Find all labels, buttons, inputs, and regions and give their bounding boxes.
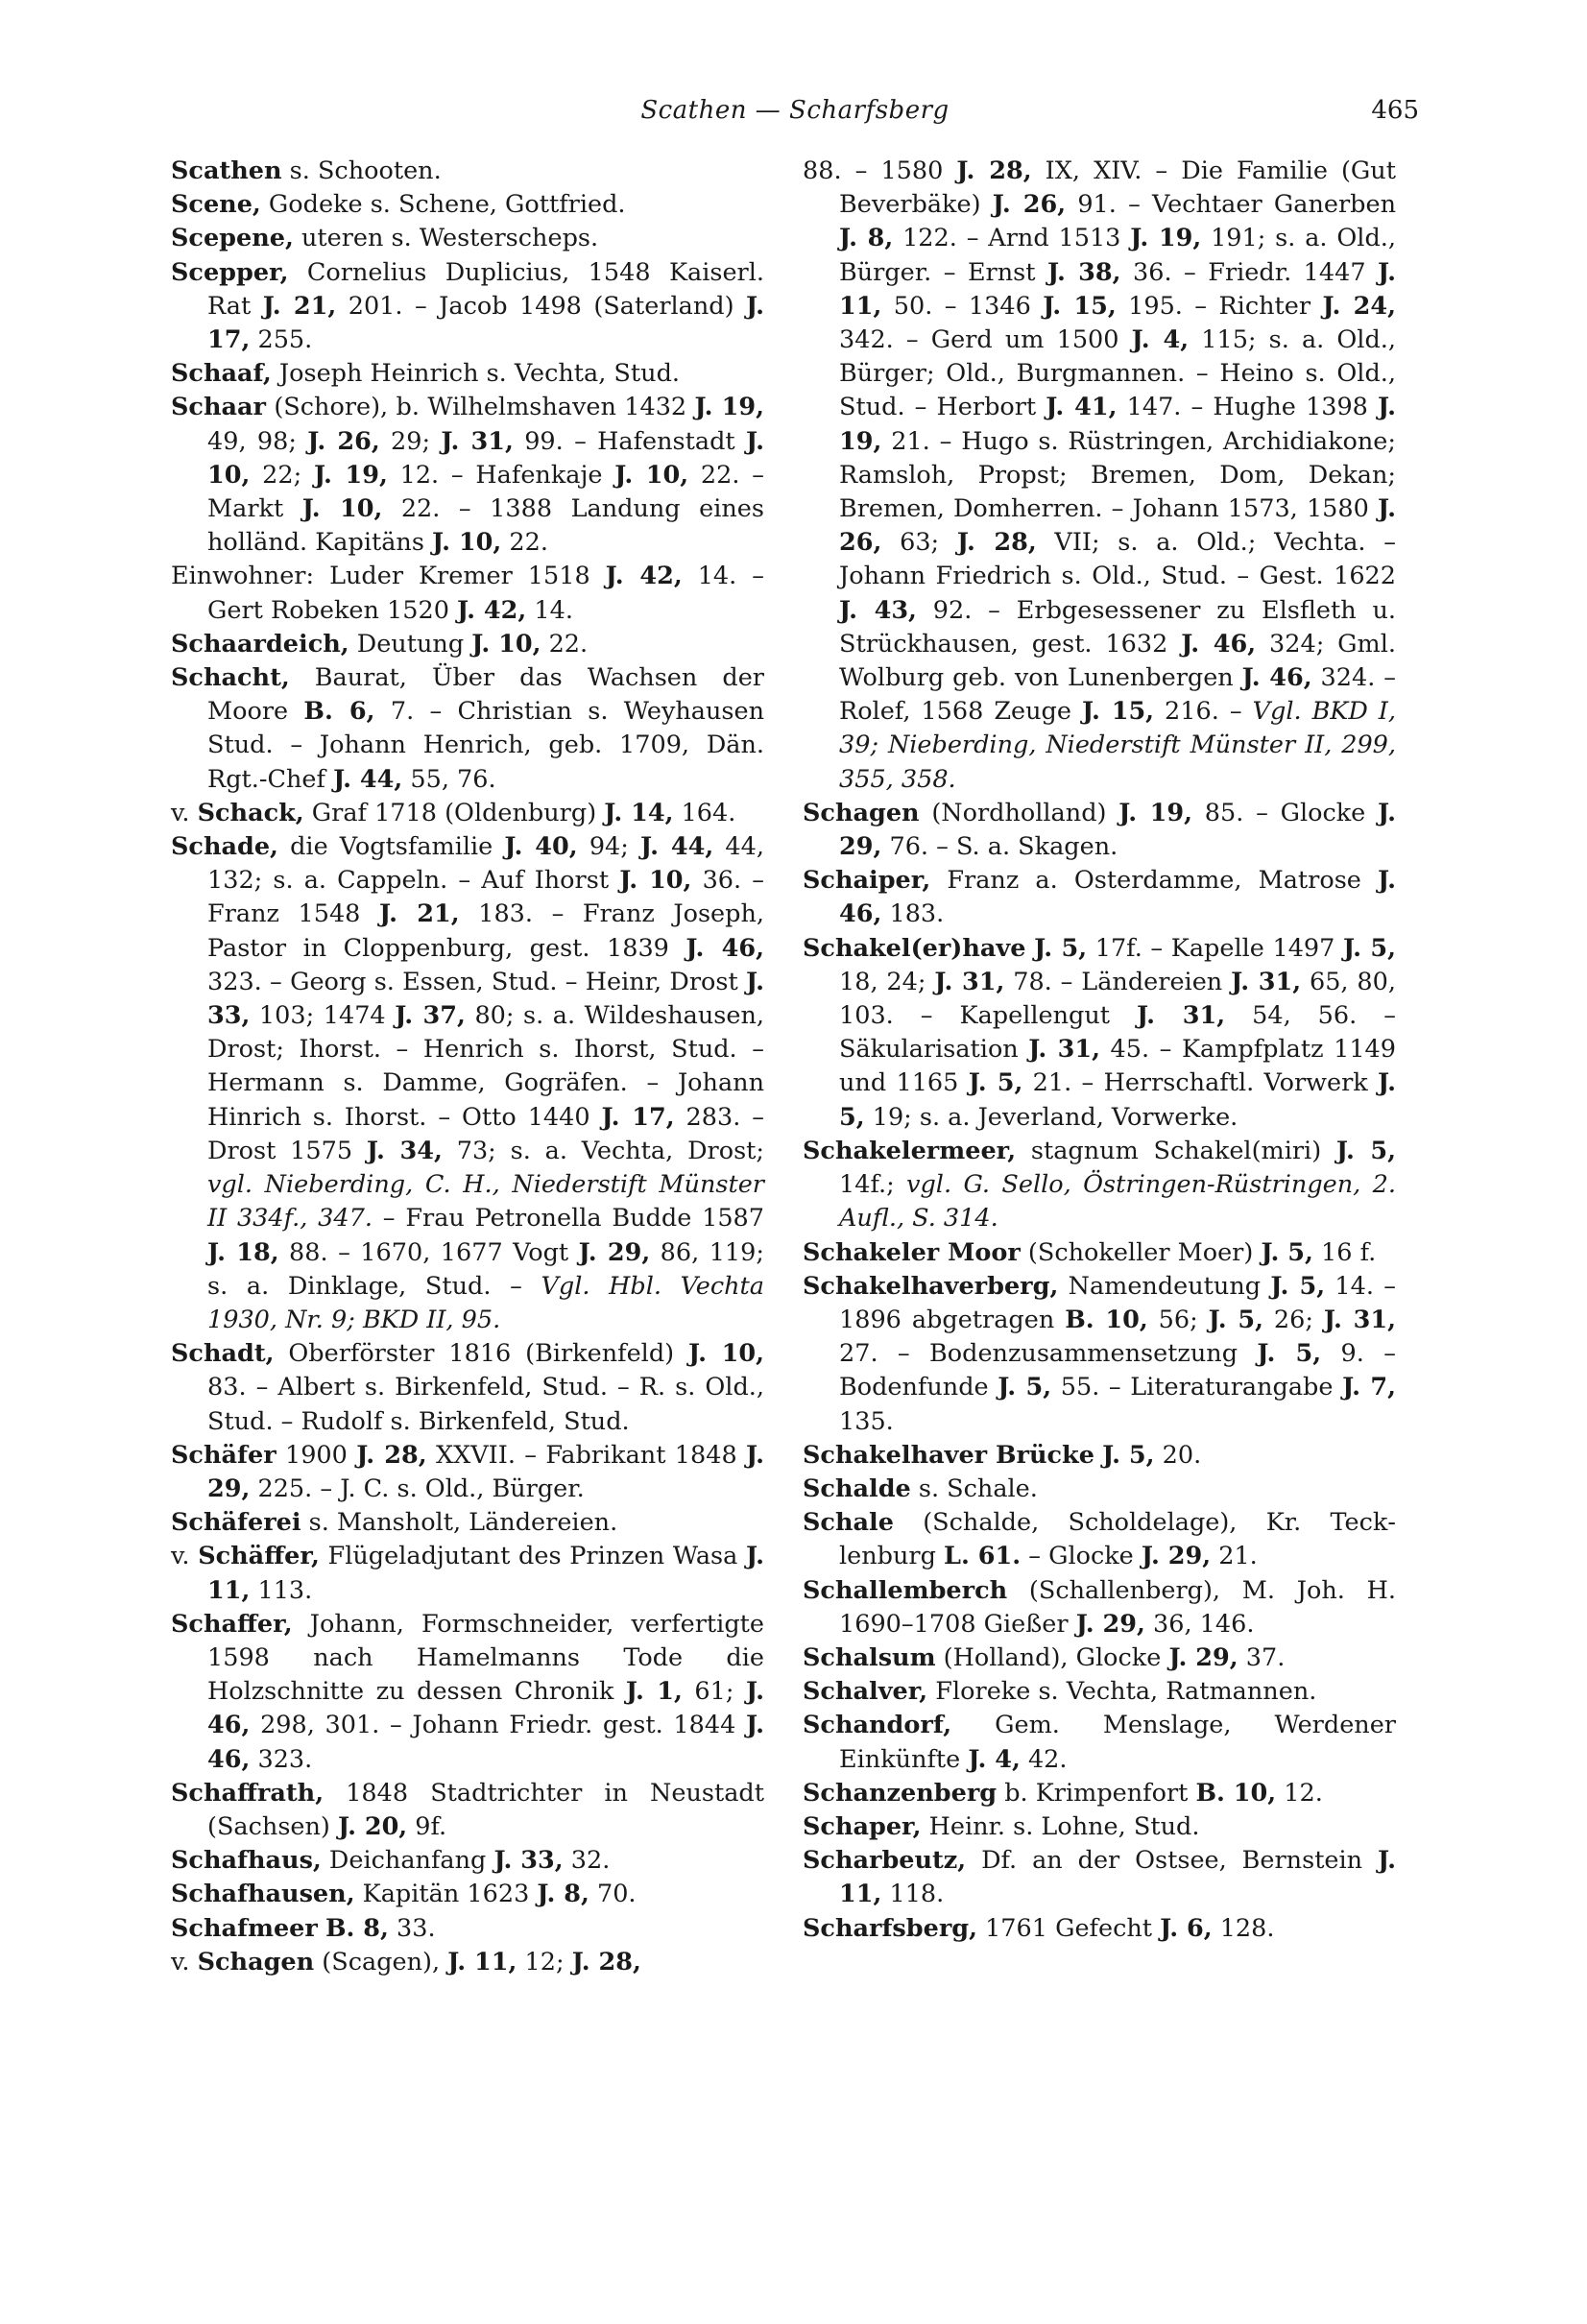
volume-reference: J. 11,: [447, 1947, 517, 1977]
entry-headword: Schafhausen,: [171, 1880, 355, 1909]
entry-text: Godeke s. Schene, Gottfried.: [260, 190, 626, 220]
entry-headword: Schakelhaver Brücke: [803, 1440, 1094, 1470]
index-entry-continuation: [803, 155, 1396, 797]
volume-reference: J. 31,: [1231, 967, 1302, 996]
volume-reference: B. 8,: [325, 1913, 389, 1943]
entry-text: 55, 76.: [402, 764, 496, 794]
entry-headword: Schacht,: [171, 663, 290, 693]
entry-text: 37.: [1238, 1642, 1286, 1672]
entry-text: (Scagen),: [314, 1947, 448, 1977]
index-entry: [171, 1946, 764, 1979]
entry-text: 115; s. a. Old., Bürger; Old., Burgmannen. – Heino s. Old., Stud. – Herbort: [839, 325, 1396, 422]
volume-reference: J. 46,: [1181, 629, 1257, 659]
entry-text: 9f.: [407, 1811, 447, 1841]
entry-text: 36, 146.: [1144, 1609, 1255, 1639]
volume-reference: J. 31,: [1323, 1305, 1396, 1334]
entry-text: 255.: [250, 325, 313, 355]
index-entry: [803, 864, 1396, 931]
entry-headword: Schafmeer: [171, 1913, 318, 1943]
volume-reference: J. 44,: [640, 832, 714, 862]
volume-reference: J. 10,: [614, 460, 689, 490]
volume-reference: J. 5,: [1261, 1237, 1313, 1267]
index-entry: [803, 1810, 1396, 1844]
volume-reference: J. 11,: [839, 1846, 1396, 1909]
volume-reference: J. 29,: [1141, 1542, 1212, 1571]
entry-headword: Schagen: [803, 798, 920, 827]
entry-text: 56;: [1147, 1305, 1209, 1334]
running-title: Scathen — Scharfsberg: [640, 96, 950, 125]
volume-reference: J. 42,: [457, 595, 527, 625]
volume-reference: J. 18,: [207, 1237, 279, 1267]
volume-reference: J. 6,: [1160, 1913, 1213, 1943]
index-entry: [803, 1709, 1396, 1776]
entry-text: 80; s. a. Wildeshausen, Drost; Ihorst. – Henrich s. Ihorst, Stud. – Hermann s. Damme, Gogräfen. – Johann Hinrich s. Ihorst. – Otto 1440: [207, 1001, 764, 1132]
entry-text: 113.: [250, 1575, 313, 1605]
volume-reference: J. 10,: [301, 494, 383, 524]
volume-reference: J. 29,: [578, 1237, 651, 1267]
entry-text: Baurat, Über das Wachsen der Moore: [207, 663, 764, 727]
index-entry: [803, 1473, 1396, 1506]
literature-reference: Vgl. BKD I, 39; Nieberding, Niederstift Münster II, 299, 355, 358.: [839, 697, 1396, 794]
volume-reference: J. 19,: [1130, 224, 1202, 253]
volume-reference: J. 33,: [207, 967, 764, 1031]
entry-text: 36. – Friedr. 1447: [1120, 257, 1379, 287]
entry-text: 17f. – Kapelle 1497: [1087, 933, 1344, 963]
entry-headword: Schalver,: [803, 1677, 928, 1707]
index-entry: [171, 1337, 764, 1439]
volume-reference: J. 31,: [934, 967, 1005, 996]
entry-text: 201. – Jacob 1498 (Saterland): [336, 291, 747, 321]
volume-reference: J. 46,: [1241, 663, 1312, 693]
index-entry: [803, 1439, 1396, 1473]
entry-text: IX, XIV. – Die Familie (Gut Beverbäke): [839, 156, 1396, 220]
entry-text: Oberförster 1816 (Birkenfeld): [274, 1339, 688, 1369]
volume-reference: J. 14,: [604, 798, 674, 827]
entry-text: 323. – Georg s. Essen, Stud. – Heinr, Drost: [207, 967, 747, 996]
literature-reference: vgl. G. Sello, Östringen-Rüstringen, 2. Aufl., S. 314.: [839, 1170, 1396, 1234]
index-entry: [803, 932, 1396, 1135]
literature-reference: vgl. Nieberding, C. H., Niederstift Münster II 334f., 347.: [207, 1170, 764, 1234]
volume-reference: J. 5,: [1102, 1440, 1155, 1470]
entry-text: 22.: [501, 528, 548, 558]
volume-reference: J. 46,: [207, 1677, 764, 1740]
entry-text: 12. – Hafenkaje: [387, 460, 615, 490]
volume-reference: J. 29,: [1168, 1642, 1238, 1672]
entry-text: stagnum Schakel(miri): [1016, 1136, 1336, 1165]
entry-text: 61;: [682, 1677, 747, 1707]
entry-text: 83. – Albert s. Birkenfeld, Stud. – R. s. Old., Stud. – Rudolf s. Birkenfeld, Stud.: [207, 1373, 764, 1436]
entry-text: 94;: [577, 832, 641, 862]
entry-headword: Schäffer,: [198, 1542, 320, 1571]
index-entry: [171, 222, 764, 255]
entry-text: v.: [171, 1542, 199, 1571]
entry-text: 70.: [589, 1880, 637, 1909]
index-entry: [171, 1912, 764, 1946]
entry-text: (Nordholland): [919, 798, 1119, 827]
entry-headword: Scharfsberg,: [803, 1913, 977, 1943]
volume-reference: J. 10,: [207, 426, 764, 490]
entry-headword: Schaper,: [803, 1811, 922, 1841]
index-entry: [803, 1574, 1396, 1641]
entry-text: VII; s. a. Old.; Vechta. – Johann Friedrich s. Old., Stud. – Gest. 1622: [839, 528, 1396, 591]
entry-text: Franz a. Osterdamme, Matrose: [930, 866, 1379, 896]
entry-text: b. Krimpenfort: [997, 1778, 1196, 1808]
entry-text: [318, 1914, 325, 1943]
entry-text: 183. – Franz Joseph, Pastor in Cloppenburg, gest. 1839: [207, 899, 764, 963]
entry-headword: Scharbeutz,: [803, 1846, 967, 1876]
entry-text: 78. – Ländereien: [1004, 967, 1232, 996]
entry-text: 21. – Hugo s. Rüstringen, Archidiakone; Ramsloh, Propst; Bremen, Dom, Dekan; Bremen, Domherren. – Johann 1573, 1580: [839, 426, 1396, 524]
entry-text: Einwohner: Luder Kremer 1518: [171, 562, 606, 591]
volume-reference: B. 10,: [1195, 1778, 1277, 1808]
entry-headword: Schaaf,: [171, 359, 272, 389]
entry-text: (Schallenberg), M. Joh. H. 1690–1708 Gießer: [839, 1575, 1396, 1639]
entry-text: 63;: [881, 528, 957, 558]
index-entry: [803, 1641, 1396, 1675]
index-entry: [171, 1608, 764, 1777]
entry-text: Heinr. s. Lohne, Stud.: [921, 1811, 1200, 1841]
volume-reference: J. 4,: [968, 1744, 1021, 1774]
volume-reference: J. 42,: [605, 562, 683, 591]
volume-reference: J. 11,: [207, 1542, 764, 1605]
entry-headword: Schaffrath,: [171, 1778, 325, 1808]
entry-headword: Scene,: [171, 190, 261, 220]
volume-reference: J. 1,: [625, 1677, 683, 1707]
entry-text: 45. – Kampfplatz 1149 und 1165: [839, 1035, 1396, 1098]
volume-reference: L. 61.: [944, 1542, 1022, 1571]
volume-reference: J. 11,: [839, 257, 1396, 321]
index-entry: [171, 830, 764, 1337]
entry-text: 99. – Hafenstadt: [513, 426, 746, 456]
entry-headword: Schäfer: [171, 1440, 277, 1470]
entry-text: 191; s. a. Old., Bürger. – Ernst: [839, 224, 1396, 287]
entry-text: 18, 24;: [839, 967, 935, 996]
entry-text: Graf 1718 (Oldenburg): [303, 798, 605, 827]
entry-text: Gem. Menslage, Werdener Einkünfte: [839, 1711, 1396, 1774]
entry-headword: Schakelhaverberg,: [803, 1271, 1059, 1301]
volume-reference: J. 4,: [1131, 325, 1190, 355]
volume-reference: J. 31,: [1137, 1001, 1226, 1031]
entry-headword: Schallemberch: [803, 1575, 1008, 1605]
entry-text: 20.: [1154, 1440, 1202, 1470]
entry-text: 183.: [881, 899, 945, 929]
volume-reference: J. 19,: [1118, 798, 1193, 827]
entry-text: uteren s. Westerscheps.: [293, 224, 599, 253]
volume-reference: J. 19,: [313, 460, 388, 490]
entry-text: 122. – Arnd 1513: [893, 224, 1131, 253]
entry-text: Joseph Heinrich s. Vechta, Stud.: [271, 359, 680, 389]
entry-text: 14. – Gert Robeken 1520: [207, 562, 764, 625]
entry-text: 92. – Erbgesessener zu Elsfleth u. Strückhausen, gest. 1632: [839, 595, 1396, 659]
volume-reference: J. 5,: [968, 1068, 1023, 1098]
literature-reference: Vgl. Hbl. Vechta 1930, Nr. 9; BKD II, 95.: [207, 1271, 764, 1334]
entry-text: 54, 56. – Säkularisation: [839, 1001, 1396, 1065]
right-column: [803, 155, 1396, 1946]
volume-reference: J. 5,: [839, 1068, 1396, 1132]
entry-text: Kapitän 1623: [354, 1880, 538, 1909]
entry-text: 26;: [1262, 1305, 1324, 1334]
volume-reference: J. 10,: [432, 528, 502, 558]
entry-text: 33.: [388, 1913, 436, 1943]
entry-text: 16 f.: [1312, 1237, 1377, 1267]
index-entry: [171, 1878, 764, 1911]
volume-reference: J. 28,: [956, 156, 1032, 185]
entry-headword: Schalsum: [803, 1642, 936, 1672]
volume-reference: J. 46,: [685, 933, 764, 963]
volume-reference: J. 19,: [839, 393, 1396, 456]
entry-text: [1094, 1441, 1102, 1470]
index-entry: [171, 560, 764, 627]
entry-headword: Scepper,: [171, 257, 289, 287]
volume-reference: J. 38,: [1046, 257, 1121, 287]
entry-headword: Schade,: [171, 832, 278, 862]
volume-reference: J. 28,: [956, 528, 1037, 558]
entry-headword: Schagen: [197, 1947, 315, 1977]
index-entry: [171, 661, 764, 797]
index-entry: [803, 1135, 1396, 1236]
entry-text: 225. – J. C. s. Old., Bürger.: [250, 1473, 585, 1503]
volume-reference: J. 26,: [992, 190, 1067, 220]
entry-text: (Schokeller Moer): [1020, 1237, 1262, 1267]
entry-text: 44, 132; s. a. Cappeln. – Auf Ihorst: [207, 832, 764, 896]
entry-text: 22;: [250, 460, 314, 490]
volume-reference: J. 26,: [839, 494, 1396, 558]
entry-text: (Schalde, Scholdelage), Kr. Tecklenburg: [839, 1508, 1396, 1571]
entry-text: 324; Gml. Wolburg geb. von Lunenbergen: [839, 629, 1396, 693]
index-entry: [803, 1506, 1396, 1573]
entry-headword: Schakel(er)have: [803, 933, 1026, 963]
volume-reference: J. 46,: [207, 1711, 764, 1774]
entry-headword: Schaar: [171, 393, 266, 422]
volume-reference: J. 15,: [1043, 291, 1117, 321]
volume-reference: J. 5,: [1257, 1339, 1322, 1369]
index-entry: [803, 1236, 1396, 1270]
entry-text: 22. – 1388 Landung eines holländ. Kapitäns: [207, 494, 764, 558]
entry-text: 29;: [379, 426, 442, 456]
entry-text: 21.: [1211, 1542, 1258, 1571]
entry-text: Df. an der Ostsee, Bernstein: [966, 1846, 1379, 1876]
entry-text: 73; s. a. Vechta, Drost;: [442, 1136, 764, 1165]
entry-text: 12.: [1276, 1778, 1323, 1808]
entry-text: XXVII. – Fabrikant 1848: [426, 1440, 747, 1470]
volume-reference: J. 34,: [366, 1136, 443, 1165]
entry-headword: Schaffer,: [171, 1609, 293, 1639]
volume-reference: J. 5,: [1343, 933, 1396, 963]
entry-text: 324. – Rolef, 1568 Zeuge: [839, 663, 1396, 727]
entry-headword: Schale: [803, 1508, 894, 1538]
entry-text: Floreke s. Vechta, Ratmannen.: [927, 1677, 1317, 1707]
index-entry: [171, 1506, 764, 1540]
entry-text: 50. – 1346: [881, 291, 1044, 321]
volume-reference: J. 10,: [471, 629, 541, 659]
index-entry: [171, 256, 764, 358]
entry-text: 323.: [250, 1744, 313, 1774]
index-entry: [171, 797, 764, 830]
entry-text: 14. – 1896 abgetragen: [839, 1271, 1396, 1334]
entry-text: v.: [171, 1947, 198, 1977]
volume-reference: J. 28,: [571, 1947, 641, 1977]
entry-text: 85. – Glocke: [1192, 798, 1379, 827]
volume-reference: J. 29,: [839, 798, 1396, 862]
volume-reference: J. 37,: [395, 1001, 466, 1031]
index-entry: [171, 357, 764, 391]
volume-reference: J. 21,: [262, 291, 337, 321]
entry-text: Namendeutung: [1058, 1271, 1271, 1301]
entry-text: 88. – 1580: [803, 156, 957, 185]
volume-reference: J. 17,: [207, 291, 764, 355]
entry-text: Cornelius Duplicius, 1548 Kaiserl. Rat: [207, 257, 764, 321]
entry-text: 298, 301. – Johann Friedr. gest. 1844: [250, 1711, 747, 1740]
volume-reference: J. 17,: [601, 1102, 675, 1132]
volume-reference: J. 29,: [1075, 1609, 1145, 1639]
entry-text: 128.: [1212, 1913, 1275, 1943]
volume-reference: J. 29,: [207, 1440, 764, 1503]
entry-text: – Glocke: [1021, 1542, 1142, 1571]
volume-reference: J. 10,: [619, 866, 692, 896]
entry-text: 342. – Gerd um 1500: [839, 325, 1132, 355]
entry-text: 22. – Markt: [207, 460, 764, 524]
entry-text: 164.: [673, 798, 736, 827]
left-column: [171, 155, 764, 1979]
entry-text: 283. – Drost 1575: [207, 1102, 764, 1165]
entry-headword: Scathen: [171, 156, 282, 185]
entry-text: 91. – Vechtaer Ganerben: [1066, 190, 1396, 220]
volume-reference: J. 46,: [839, 866, 1396, 929]
volume-reference: J. 20,: [337, 1811, 408, 1841]
index-entry: [171, 1439, 764, 1506]
volume-reference: J. 5,: [1208, 1305, 1263, 1334]
entry-text: 19; s. a. Jeverland, Vorwerke.: [864, 1102, 1238, 1132]
volume-reference: J. 5,: [998, 1373, 1052, 1402]
entry-text: 14f.;: [839, 1170, 907, 1200]
entry-text: 118.: [881, 1880, 945, 1909]
entry-headword: Schäferei: [171, 1508, 301, 1538]
volume-reference: J. 40,: [504, 832, 578, 862]
index-entry: [171, 155, 764, 188]
volume-reference: J. 5,: [1335, 1136, 1397, 1165]
entry-text: v.: [171, 798, 198, 827]
index-entry: [171, 1844, 764, 1878]
entry-headword: Schafhaus,: [171, 1846, 322, 1876]
entry-text: 42.: [1020, 1744, 1068, 1774]
volume-reference: J. 43,: [839, 595, 917, 625]
entry-text: 36. – Franz 1548: [207, 866, 764, 929]
entry-text: Johann, Formschneider, verfertigte 1598 nach Hamelmanns Tode die Holzschnitte zu dessen Chronik: [207, 1609, 764, 1707]
index-entry: [171, 188, 764, 222]
entry-headword: Scepene,: [171, 224, 294, 253]
entry-text: 76. – S. a. Skagen.: [881, 832, 1118, 862]
entry-text: (Schore), b. Wilhelmshaven 1432: [265, 393, 695, 422]
volume-reference: J. 19,: [694, 393, 764, 422]
entry-text: 14.: [526, 595, 573, 625]
volume-reference: J. 31,: [1028, 1035, 1100, 1065]
volume-reference: J. 15,: [1081, 697, 1155, 727]
entry-text: – Frau Petronella Budde 1587: [372, 1204, 764, 1234]
volume-reference: J. 8,: [537, 1880, 589, 1909]
entry-headword: Schaardeich,: [171, 629, 349, 659]
volume-reference: J. 5,: [1270, 1271, 1326, 1301]
entry-headword: Schalde: [803, 1473, 911, 1503]
volume-reference: J. 8,: [839, 224, 894, 253]
entry-headword: Schandorf,: [803, 1711, 952, 1740]
entry-text: 103; 1474: [250, 1001, 396, 1031]
entry-text: 147. – Hughe 1398: [1117, 393, 1379, 422]
entry-text: [1025, 934, 1034, 963]
entry-text: 32.: [563, 1846, 611, 1876]
entry-headword: Schakelermeer,: [803, 1136, 1017, 1165]
index-entry: [803, 1912, 1396, 1946]
index-entry: [803, 1777, 1396, 1810]
volume-reference: J. 10,: [688, 1339, 764, 1369]
entry-text: s. Mansholt, Ländereien.: [301, 1508, 618, 1538]
entry-headword: Schadt,: [171, 1339, 275, 1369]
entry-text: 216. –: [1154, 697, 1253, 727]
entry-text: Deutung: [349, 629, 472, 659]
entry-text: 7. – Christian s. Weyhausen Stud. – Johann Henrich, geb. 1709, Dän. Rgt.-Chef: [207, 697, 764, 794]
entry-text: Deichanfang: [321, 1846, 494, 1876]
index-entry: [171, 1540, 764, 1607]
entry-text: (Holland), Glocke: [935, 1642, 1169, 1672]
volume-reference: J. 31,: [441, 426, 514, 456]
entry-headword: Schaiper,: [803, 866, 931, 896]
volume-reference: J. 26,: [307, 426, 380, 456]
volume-reference: J. 24,: [1322, 291, 1396, 321]
volume-reference: B. 6,: [303, 697, 375, 727]
entry-text: 1848 Stadtrichter in Neustadt (Sachsen): [207, 1778, 764, 1841]
entry-text: s. Schale.: [910, 1473, 1038, 1503]
volume-reference: B. 10,: [1065, 1305, 1148, 1334]
volume-reference: J. 28,: [356, 1440, 427, 1470]
index-entry: [803, 1270, 1396, 1439]
running-head: [171, 96, 1419, 134]
volume-reference: J. 44,: [333, 764, 403, 794]
volume-reference: J. 21,: [378, 899, 460, 929]
index-entry: [171, 628, 764, 661]
entry-text: 21. – Herrschaftl. Vorwerk: [1022, 1068, 1379, 1098]
entry-text: die Vogtsfamilie: [277, 832, 505, 862]
entry-text: 1900: [276, 1440, 357, 1470]
entry-text: 195. – Richter: [1116, 291, 1323, 321]
volume-reference: J. 33,: [493, 1846, 564, 1876]
entry-text: Flügeladjutant des Prinzen Wasa: [319, 1542, 747, 1571]
entry-headword: Schakeler Moor: [803, 1237, 1021, 1267]
entry-headword: Schanzenberg: [803, 1778, 998, 1808]
entry-headword: Schack,: [197, 798, 304, 827]
entry-text: s. Schooten.: [281, 156, 442, 185]
entry-text: 88. – 1670, 1677 Vogt: [278, 1237, 579, 1267]
index-entry: [803, 1844, 1396, 1911]
index-entry: [171, 391, 764, 560]
entry-text: 49, 98;: [207, 426, 308, 456]
entry-text: 22.: [541, 629, 589, 659]
volume-reference: J. 7,: [1342, 1373, 1397, 1402]
entry-text: 135.: [839, 1406, 894, 1436]
volume-reference: J. 5,: [1034, 933, 1088, 963]
entry-text: 1761 Gefecht: [976, 1913, 1161, 1943]
entry-text: 86, 119; s. a. Dinklage, Stud. –: [207, 1237, 764, 1301]
entry-text: 65, 80, 103. – Kapellengut: [839, 967, 1396, 1031]
index-entry: [803, 1675, 1396, 1709]
index-entry: [803, 797, 1396, 864]
entry-text: 27. – Bodenzusammensetzung: [839, 1339, 1258, 1369]
entry-text: 55. – Literaturangabe: [1051, 1373, 1343, 1402]
index-entry: [171, 1777, 764, 1844]
entry-text: 9. – Bodenfunde: [839, 1339, 1396, 1402]
page-number: 465: [1371, 96, 1419, 125]
entry-text: 12;: [517, 1947, 572, 1977]
volume-reference: J. 41,: [1046, 393, 1118, 422]
